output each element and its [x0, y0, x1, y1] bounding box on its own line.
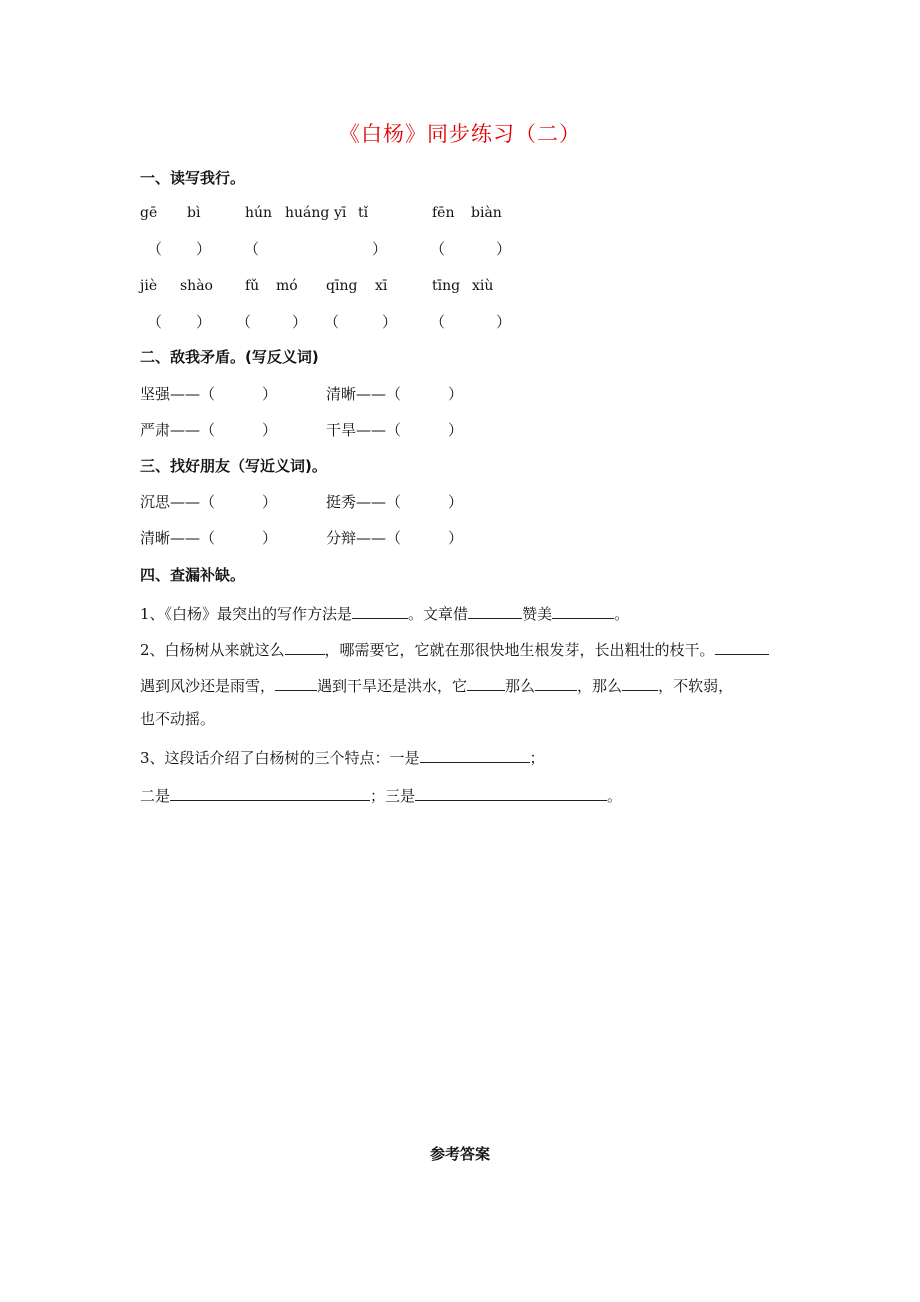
close-paren: ） [372, 240, 388, 258]
question-3-line-1 [140, 748, 545, 766]
synonym-item: 分辩——（ [326, 529, 402, 547]
answer-blank[interactable] [552, 604, 614, 619]
q3-text: ； [529, 749, 545, 767]
q1-text-b: 。文章借 [408, 605, 469, 623]
close-paren: ） [448, 421, 464, 439]
pinyin: yī [334, 205, 347, 221]
close-paren: ） [496, 240, 512, 258]
close-paren: ） [448, 529, 464, 547]
q2-text: ，不软弱， [658, 677, 734, 695]
answer-blank[interactable] [468, 604, 522, 619]
q3-text: 3、这段话介绍了白杨树的三个特点：一是 [140, 749, 420, 767]
close-paren: ） [448, 385, 464, 403]
q2-text: ，那么 [577, 677, 623, 695]
answer-key-title: 参考答案 [429, 1145, 490, 1163]
answer-blank[interactable] [467, 676, 505, 691]
q3-text: 二是 [140, 787, 171, 805]
antonym-item: 干旱——（ [326, 421, 402, 439]
answer-blank[interactable] [170, 786, 370, 801]
pinyin: xiù [472, 278, 494, 294]
question-1 [140, 604, 629, 622]
open-paren: （ [244, 240, 260, 258]
pinyin: tīng [432, 278, 461, 294]
close-paren: ） [262, 421, 278, 439]
pinyin: tǐ [358, 205, 369, 221]
open-paren: （ [430, 240, 446, 258]
q2-text: 那么 [505, 677, 536, 695]
question-2-line-3: 也不动摇。 [140, 710, 216, 728]
answer-blank[interactable] [715, 640, 769, 655]
close-paren: ） [262, 493, 278, 511]
q3-text: ；三是 [370, 787, 416, 805]
close-paren: ） [292, 313, 308, 331]
antonym-item: 严肃——（ [140, 421, 216, 439]
synonym-item: 挺秀——（ [326, 493, 402, 511]
open-paren: （ [236, 313, 252, 331]
answer-blank[interactable] [535, 676, 577, 691]
answer-blank[interactable] [285, 640, 325, 655]
pinyin: fēn [432, 205, 455, 221]
pinyin: huáng [285, 205, 330, 221]
synonym-item: 沉思——（ [140, 493, 216, 511]
section-4-heading: 四、查漏补缺。 [140, 566, 246, 584]
question-3-line-2 [140, 786, 622, 804]
q2-text: ，哪需要它，它就在那很快地生根发芽，长出粗壮的枝干。 [324, 641, 715, 659]
pinyin: qīng [326, 278, 358, 294]
open-paren: （ [147, 240, 163, 258]
answer-blank[interactable] [415, 786, 607, 801]
close-paren: ） [382, 313, 398, 331]
answer-blank[interactable] [420, 748, 530, 763]
q2-text: 2、白杨树从来就这么 [140, 641, 285, 659]
q1-text-c: 赞美 [522, 605, 553, 623]
open-paren: （ [324, 313, 340, 331]
close-paren: ） [262, 385, 278, 403]
pinyin: xī [375, 278, 388, 294]
question-2-line-2 [140, 676, 733, 694]
pinyin: biàn [471, 205, 502, 221]
section-2-heading: 二、敌我矛盾。(写反义词) [140, 348, 319, 366]
antonym-item: 坚强——（ [140, 385, 216, 403]
q2-text: 遇到干旱还是洪水，它 [317, 677, 468, 695]
pinyin: hún [245, 205, 273, 221]
close-paren: ） [262, 529, 278, 547]
close-paren: ） [448, 493, 464, 511]
pinyin: jiè [140, 278, 158, 294]
q1-text-d: 。 [614, 605, 630, 623]
close-paren: ） [196, 240, 212, 258]
answer-blank[interactable] [622, 676, 658, 691]
page-title: 《白杨》同步练习（二） [339, 122, 581, 146]
section-1-heading: 一、读写我行。 [140, 169, 246, 187]
pinyin: bì [187, 205, 201, 221]
close-paren: ） [196, 313, 212, 331]
answer-blank[interactable] [352, 604, 408, 619]
q3-text: 。 [607, 787, 623, 805]
pinyin: shào [180, 278, 213, 294]
answer-blank[interactable] [275, 676, 317, 691]
section-3-heading: 三、找好朋友（写近义词)。 [140, 457, 327, 475]
q1-text-a: 1、《白杨》最突出的写作方法是 [140, 605, 353, 623]
question-2-line-1 [140, 640, 769, 658]
pinyin: mó [276, 278, 298, 294]
close-paren: ） [496, 313, 512, 331]
synonym-item: 清晰——（ [140, 529, 216, 547]
pinyin: gē [140, 205, 158, 221]
open-paren: （ [430, 313, 446, 331]
antonym-item: 清晰——（ [326, 385, 402, 403]
open-paren: （ [147, 313, 163, 331]
pinyin: fǔ [245, 278, 260, 294]
q2-text: 遇到风沙还是雨雪， [140, 677, 276, 695]
